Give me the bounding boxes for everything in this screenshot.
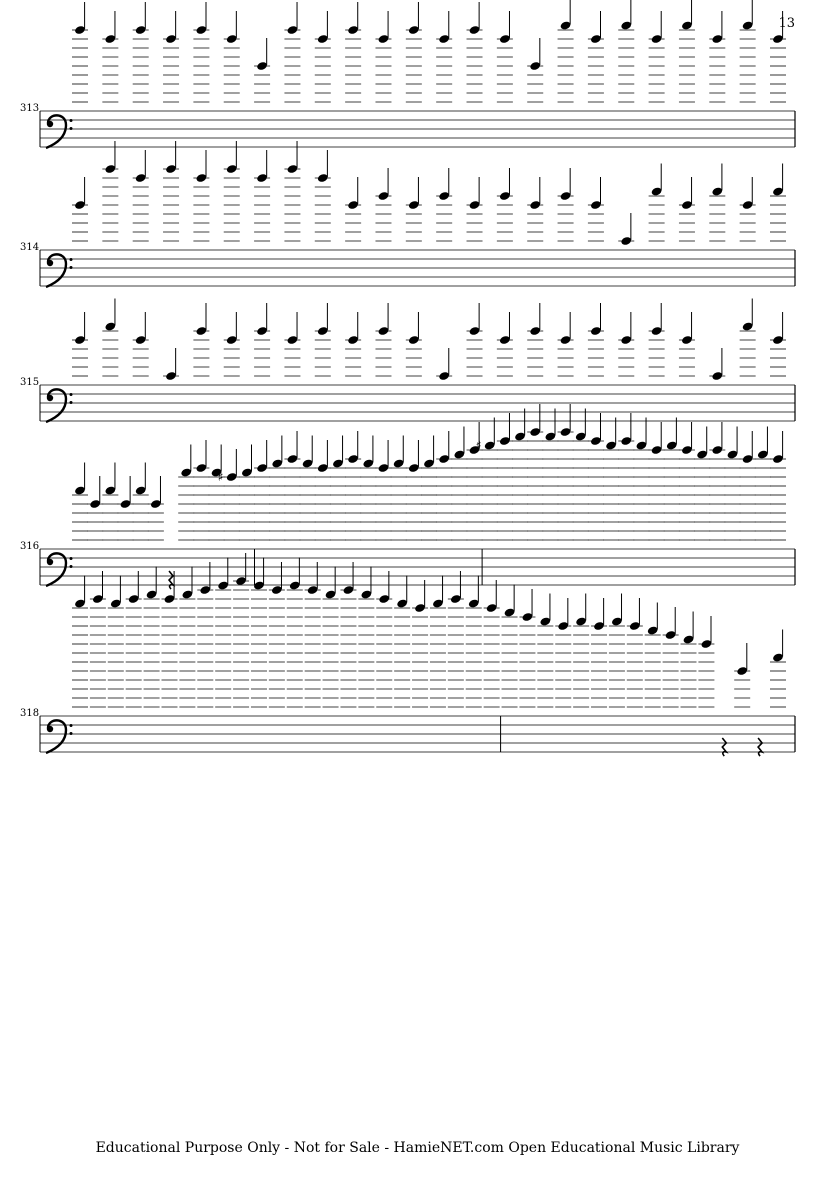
clef-dot	[70, 732, 73, 735]
page-number: 13	[778, 16, 795, 31]
staff	[0, 234, 835, 304]
clef-head	[47, 559, 53, 565]
clef-dot	[70, 565, 73, 568]
quarter-rest	[758, 738, 762, 756]
staff-system-1	[0, 95, 835, 165]
staff-system-4	[0, 438, 835, 603]
clef-dot	[70, 119, 73, 122]
footer-text: Educational Purpose Only - Not for Sale - HamieNET.com Open Educational Music Library	[95, 1140, 740, 1156]
staff-system-5	[0, 700, 835, 770]
clef-head	[47, 121, 53, 127]
clef-dot	[70, 557, 73, 560]
clef-dot	[70, 724, 73, 727]
quarter-rest	[722, 738, 726, 756]
sharp-icon: ♯	[217, 470, 224, 484]
clef-dot	[70, 401, 73, 404]
measure-number: 316	[20, 541, 40, 552]
measure-number: 314	[20, 242, 40, 253]
clef-dot	[70, 127, 73, 130]
clef-head	[47, 260, 53, 266]
quarter-rest	[169, 571, 173, 589]
staff-system-2	[0, 234, 835, 304]
staff	[0, 369, 835, 439]
staff	[0, 95, 835, 165]
measure-number: 315	[20, 377, 40, 388]
staff	[0, 438, 835, 603]
clef-dot	[70, 393, 73, 396]
clef-dot	[70, 258, 73, 261]
measure-number: 318	[20, 708, 40, 719]
clef-head	[47, 395, 53, 401]
clef-dot	[70, 266, 73, 269]
staff-system-3	[0, 369, 835, 439]
clef-head	[47, 726, 53, 732]
sharp-icon: ♯	[475, 438, 482, 453]
staff	[0, 700, 835, 770]
measure-number: 313	[20, 103, 40, 114]
